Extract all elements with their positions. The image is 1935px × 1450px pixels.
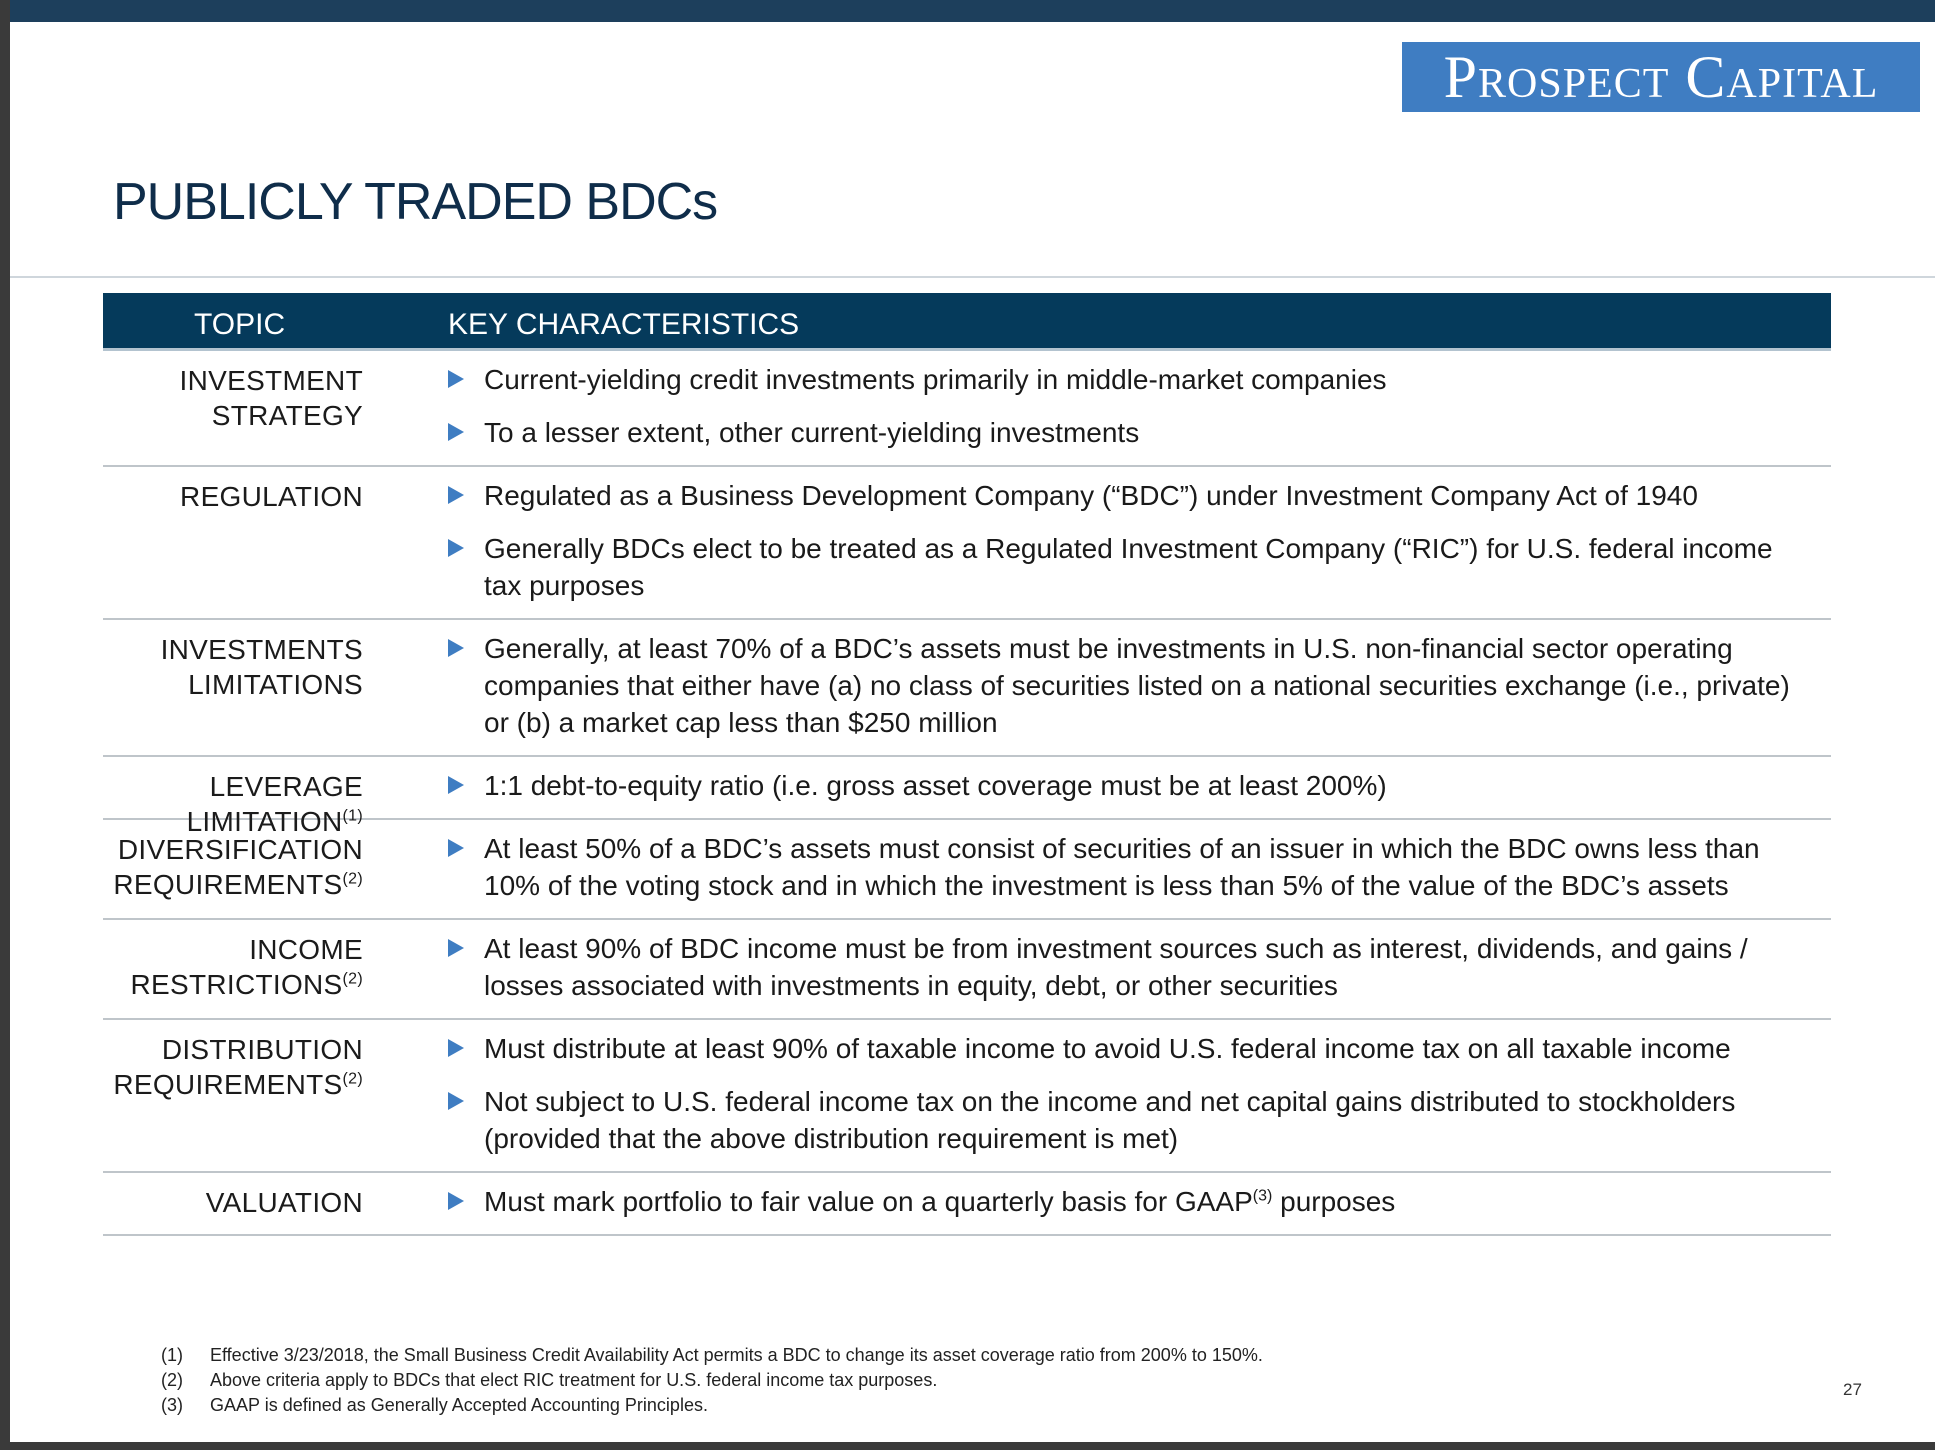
table-row — [103, 351, 1831, 467]
bullet-arrow-icon — [448, 1192, 464, 1210]
header-key-characteristics: KEY CHARACTERISTICS — [448, 308, 800, 341]
footnote-text: Above criteria apply to BDCs that elect RIC treatment for U.S. federal income tax purposes. — [210, 1370, 938, 1390]
footnote — [161, 1368, 1461, 1393]
row-items — [448, 1030, 1801, 1157]
item-text: To a lesser extent, other current-yielding investments — [484, 417, 1140, 448]
list-item — [448, 930, 1801, 1004]
header-topic: TOPIC — [194, 308, 286, 341]
row-topic — [103, 1032, 363, 1102]
item-text: Generally BDCs elect to be treated as a Regulated Investment Company (“RIC”) for U.S. federal income tax purposes — [484, 533, 1773, 601]
table-row — [103, 620, 1831, 757]
footnote-ref: (3) — [1252, 1187, 1273, 1205]
topic-line: LIMITATIONS — [188, 669, 363, 700]
list-item — [448, 530, 1801, 604]
footnote-text: GAAP is defined as Generally Accepted Accounting Principles. — [210, 1395, 708, 1415]
bullet-arrow-icon — [448, 776, 464, 794]
footnote-ref: (2) — [342, 1070, 363, 1088]
item-text: At least 50% of a BDC’s assets must consist of securities of an issuer in which the BDC owns less than 10% of the voting stock and in which the investment is less than 5% of the value of the BDC’s assets — [484, 833, 1760, 901]
footnote-ref: (2) — [342, 870, 363, 888]
row-items — [448, 361, 1801, 451]
row-items — [448, 830, 1801, 904]
bullet-arrow-icon — [448, 839, 464, 857]
row-items — [448, 630, 1801, 741]
top-bar — [10, 0, 1935, 22]
table-row — [103, 1020, 1831, 1173]
row-items — [448, 767, 1801, 804]
page-number: 27 — [1843, 1380, 1862, 1399]
item-text: Must distribute at least 90% of taxable income to avoid U.S. federal income tax on all taxable income — [484, 1033, 1731, 1064]
item-text: Generally, at least 70% of a BDC’s assets must be investments in U.S. non-financial sector operating companies that either have (a) no class of securities listed on a national securities exchange (i.e., private) or (b) a market cap less than $250 million — [484, 633, 1790, 738]
topic-line: LEVERAGE — [209, 771, 363, 802]
title-divider — [10, 276, 1935, 278]
table-row — [103, 757, 1831, 837]
topic-line: LIMITATION — [186, 806, 343, 837]
list-item — [448, 1083, 1801, 1157]
row-items — [448, 1183, 1801, 1220]
topic-line: REQUIREMENTS — [113, 1069, 343, 1100]
item-text: 1:1 debt-to-equity ratio (i.e. gross asset coverage must be at least 200%) — [484, 770, 1387, 801]
bullet-arrow-icon — [448, 639, 464, 657]
list-item — [448, 414, 1801, 451]
row-items — [448, 930, 1801, 1004]
topic-line: DISTRIBUTION — [161, 1034, 363, 1065]
list-item — [448, 1030, 1801, 1067]
footnote-text: Effective 3/23/2018, the Small Business Credit Availability Act permits a BDC to change its asset coverage ratio from 200% to 150%. — [210, 1345, 1263, 1365]
prospect-capital-logo: Prospect Capital — [1399, 39, 1923, 115]
item-text: purposes — [1272, 1186, 1396, 1217]
item-text: Current-yielding credit investments primarily in middle-market companies — [484, 364, 1387, 395]
bullet-arrow-icon — [448, 1092, 464, 1110]
topic-line: REQUIREMENTS — [113, 869, 343, 900]
topic-line: REGULATION — [180, 481, 363, 512]
bullet-arrow-icon — [448, 370, 464, 388]
table-row — [103, 820, 1831, 920]
footnote-number: (2) — [161, 1370, 183, 1390]
row-topic — [103, 932, 363, 1002]
table-header — [103, 293, 1831, 351]
row-items — [448, 477, 1801, 604]
table-row — [103, 920, 1831, 1020]
topic-line: INVESTMENT — [179, 365, 363, 396]
bullet-arrow-icon — [448, 939, 464, 957]
item-text: At least 90% of BDC income must be from investment sources such as interest, dividends, and gains / losses associated with investments in equity, debt, or other securities — [484, 933, 1748, 1001]
row-topic — [103, 479, 363, 514]
row-topic — [103, 832, 363, 902]
topic-line: RESTRICTIONS — [130, 969, 343, 1000]
bullet-arrow-icon — [448, 539, 464, 557]
bullet-arrow-icon — [448, 1039, 464, 1057]
topic-line: INVESTMENTS — [160, 634, 363, 665]
table-body — [103, 351, 1831, 1236]
footnote-ref: (1) — [342, 807, 363, 825]
topic-line: VALUATION — [205, 1187, 363, 1218]
row-topic — [103, 1185, 363, 1220]
topic-line: STRATEGY — [211, 400, 363, 431]
list-item — [448, 630, 1801, 741]
footnotes — [161, 1343, 1461, 1418]
characteristics-table — [103, 293, 1831, 1236]
bullet-arrow-icon — [448, 486, 464, 504]
list-item — [448, 1183, 1801, 1220]
bullet-arrow-icon — [448, 423, 464, 441]
topic-line: INCOME — [249, 934, 363, 965]
item-text: Not subject to U.S. federal income tax on the income and net capital gains distributed to stockholders (provided that the above distribution requirement is met) — [484, 1086, 1736, 1154]
item-text: Regulated as a Business Development Company (“BDC”) under Investment Company Act of 1940 — [484, 480, 1698, 511]
list-item — [448, 830, 1801, 904]
footnote-ref: (2) — [342, 970, 363, 988]
topic-line: DIVERSIFICATION — [117, 834, 363, 865]
footnote-number: (1) — [161, 1345, 183, 1365]
row-topic — [103, 632, 363, 702]
footnote-number: (3) — [161, 1395, 183, 1415]
list-item — [448, 767, 1801, 804]
page-title: PUBLICLY TRADED BDCs — [113, 173, 718, 231]
footnote — [161, 1393, 1461, 1418]
list-item — [448, 361, 1801, 398]
table-row — [103, 1173, 1831, 1236]
item-text: Must mark portfolio to fair value on a quarterly basis for GAAP — [484, 1186, 1253, 1217]
footnote — [161, 1343, 1461, 1368]
row-topic — [103, 363, 363, 433]
table-row — [103, 467, 1831, 620]
list-item — [448, 477, 1801, 514]
